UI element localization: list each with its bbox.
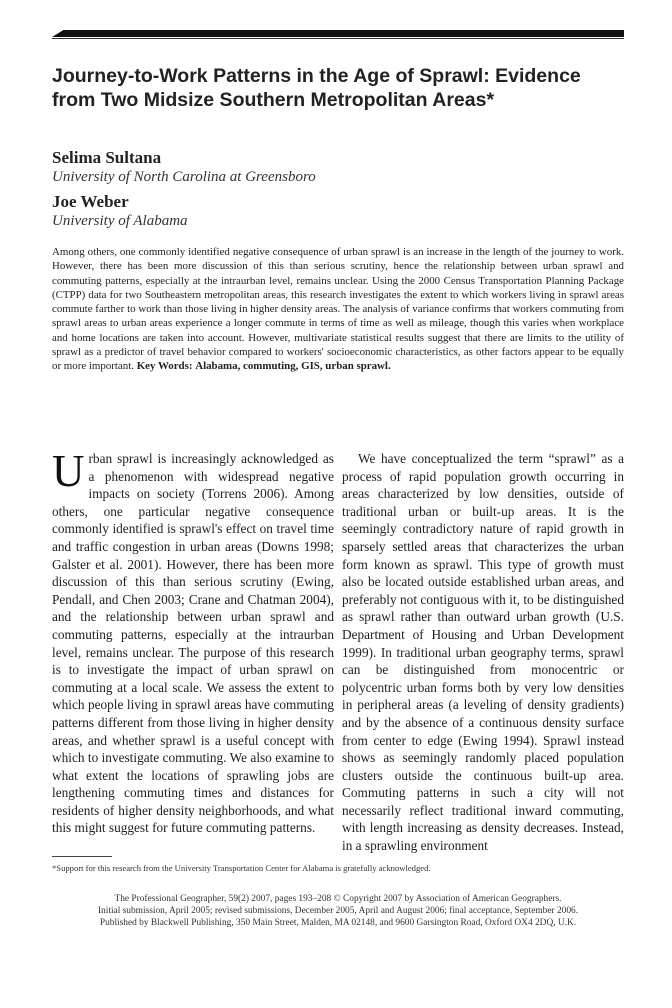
article-title: Journey-to-Work Patterns in the Age of Sprawl: Evidence from Two Midsize Southern Metropolitan Areas*: [52, 65, 581, 111]
header-rule-thin: [52, 38, 624, 39]
abstract-text: Among others, one commonly identified negative consequence of urban sprawl is an increase in the length of the journey to work. However, there has been more discussion of this than serious scrutiny, hence the relationship between urban sprawl and commuting patterns, especially at the intraurban level, remains unclear. Using the 2000 Census Transportation Planning Package (CTPP) data for two Southeastern metropolitan areas, this research investigates the extent to which workers living in sprawl areas commute farther to work than those living in higher density areas. The analysis of variance confirms that workers commuting from sprawl areas to urban areas experience a longer commute in terms of time as well as mileage, though this varies when workplace and home locations are taken into account. However, multivariate statistical results suggest that there are limits to the utility of sprawl as a predictor of travel behavior compared to workers' socioeconomic characteristics, as other factors appear to be equally or more important.: [52, 246, 624, 373]
author-name-2: Joe Weber: [52, 192, 129, 211]
keywords-label: Key Words:: [136, 360, 193, 373]
author-affiliation-2: University of Alabama: [52, 213, 188, 229]
author-affiliation-1: University of North Carolina at Greensboro: [52, 169, 316, 185]
publication-line-1: The Professional Geographer, 59(2) 2007, pages 193–208 © Copyright 2007 by Association of American Geographers.: [114, 894, 562, 904]
footnote-rule: [52, 856, 112, 857]
body-text-left: rban sprawl is increasingly acknowledged as a phenomenon with widespread negative impacts on society (Torrens 2006). Among others, one particular negative consequence commonly identified is sprawl's effect on travel time and traffic congestion in urban areas (Downs 1998; Galster et al. 2001). However, there has been more discussion of this than serious scrutiny (Ewing, Pendall, and Chen 2003; Crane and Chatman 2004), and the relationship between urban sprawl and commuting patterns, especially at the intraurban level, remains unclear. The purpose of this research is to investigate the impact of urban sprawl on commuting at a local scale. We assess the extent to which people living in sprawl areas have commuting patterns different from those living in higher density areas, and whether sprawl is a useful concept with which to investigate commuting. We also examine to what extent the locations of sprawling jobs are lengthening commuting times and distances for residents of higher density neighborhoods, and what this might suggest for future commuting patterns.: [52, 451, 334, 836]
header-rule: [52, 30, 624, 40]
body-column-left: [52, 446, 334, 837]
publication-info: [52, 893, 624, 930]
footnote: *Support for this research from the University Transportation Center for Alabama is gratefully acknowledged.: [52, 863, 431, 873]
author-name-1: Selima Sultana: [52, 148, 162, 167]
header-rule-thick: [52, 30, 624, 37]
abstract: [52, 245, 624, 374]
drop-cap: U: [52, 446, 85, 496]
body-column-right: [342, 450, 624, 855]
body-text-right: We have conceptualized the term “sprawl” as a process of rapid population growth occurring in areas characterized by low densities, outside of traditional urban or built-up areas. It is the seemingly contradictory nature of rapid growth in sparsely settled areas that characterizes the urban form known as sprawl. This type of growth must also be located outside established urban areas, and preferably not contiguous with it, to be distinguished as sprawl rather than outward urban growth (U.S. Department of Housing and Urban Development 1999). In traditional urban geography terms, sprawl can be distinguished from monocentric or polycentric urban forms both by very low densities in peripheral areas (a leveling of density gradients) and by the absence of a continuous density surface from center to edge (Ewing 1994). Sprawl instead shows as seemingly randomly placed population clusters outside the continuous built-up area. Commuting patterns in such a city will not necessarily reflect traditional inward commuting, with length increasing as density decreases. Instead, in a sprawling environment: [342, 451, 624, 854]
publication-line-3: Published by Blackwell Publishing, 350 Main Street, Malden, MA 02148, and 9600 Garsington Road, Oxford OX4 2DQ, U.K.: [99, 918, 577, 929]
publication-line-2: Initial submission, April 2005; revised submissions, December 2005, April and August 2006; final acceptance, September 2006.: [97, 906, 579, 917]
keywords: Alabama, commuting, GIS, urban sprawl.: [195, 360, 391, 373]
